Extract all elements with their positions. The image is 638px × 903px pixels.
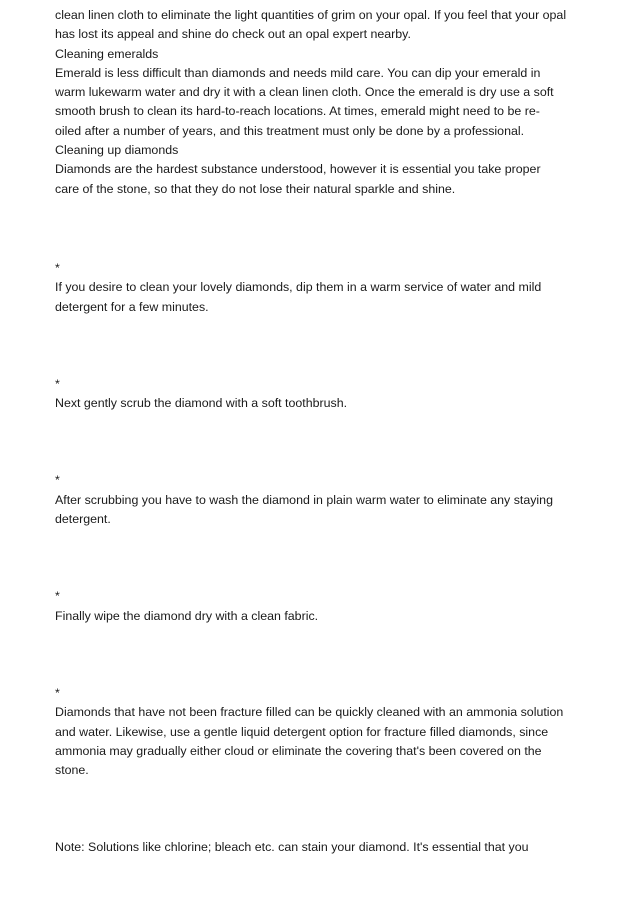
text-line: clean linen cloth to eliminate the light quantities of grim on your opal. If you feel that your opal [55,8,567,22]
text-line: has lost its appeal and shine do check out an opal expert nearby. [55,27,411,42]
section-heading: Cleaning emeralds [55,46,159,61]
text-line: and water. Likewise, use a gentle liquid detergent option for fracture filled diamonds, since [55,724,549,739]
text-line: If you desire to clean your lovely diamonds, dip them in a warm service of water and mild [55,280,542,295]
text-line: Diamonds are the hardest substance understood, however it is essential you take proper [55,162,541,177]
text-line: After scrubbing you have to wash the diamond in plain warm water to eliminate any staying [55,492,553,507]
section-heading: Cleaning up diamonds [55,143,179,158]
text-line: stone. [55,763,89,778]
document-page [55,6,595,858]
text-line: Emerald is less difficult than diamonds and needs mild care. You can dip your emerald in [55,65,541,80]
bullet-item [55,684,595,780]
bullet-item [55,375,595,414]
bullet-item [55,587,595,626]
text-line: Next gently scrub the diamond with a soft toothbrush. [55,396,348,411]
text-line: detergent. [55,512,111,527]
text-line: detergent for a few minutes. [55,299,209,314]
bullet-marker: * [55,260,60,275]
bullet-marker: * [55,589,60,604]
text-line: Diamonds that have not been fracture filled can be quickly cleaned with an ammonia solution [55,705,564,720]
text-line: smooth brush to clean its hard-to-reach locations. At times, emerald might need to be re- [55,104,540,119]
diamonds-section [55,141,595,199]
bullet-marker: * [55,473,60,488]
text-line: ammonia may gradually either cloud or eliminate the covering that's been covered on the [55,743,542,758]
emeralds-section [55,45,595,141]
text-line: warm lukewarm water and dry it with a clean linen cloth. Once the emerald is dry use a soft [55,85,554,100]
bullet-marker: * [55,685,60,700]
bullet-item [55,471,595,529]
text-line: oiled after a number of years, and this treatment must only be done by a professional. [55,123,525,138]
bullet-marker: * [55,376,60,391]
bullet-item [55,259,595,317]
text-line: Note: Solutions like chlorine; bleach etc. can stain your diamond. It's essential that you [55,840,529,855]
note-paragraph [55,838,595,857]
intro-paragraph [55,6,595,45]
text-line: Finally wipe the diamond dry with a clean fabric. [55,608,319,623]
text-line: care of the stone, so that they do not lose their natural sparkle and shine. [55,181,456,196]
